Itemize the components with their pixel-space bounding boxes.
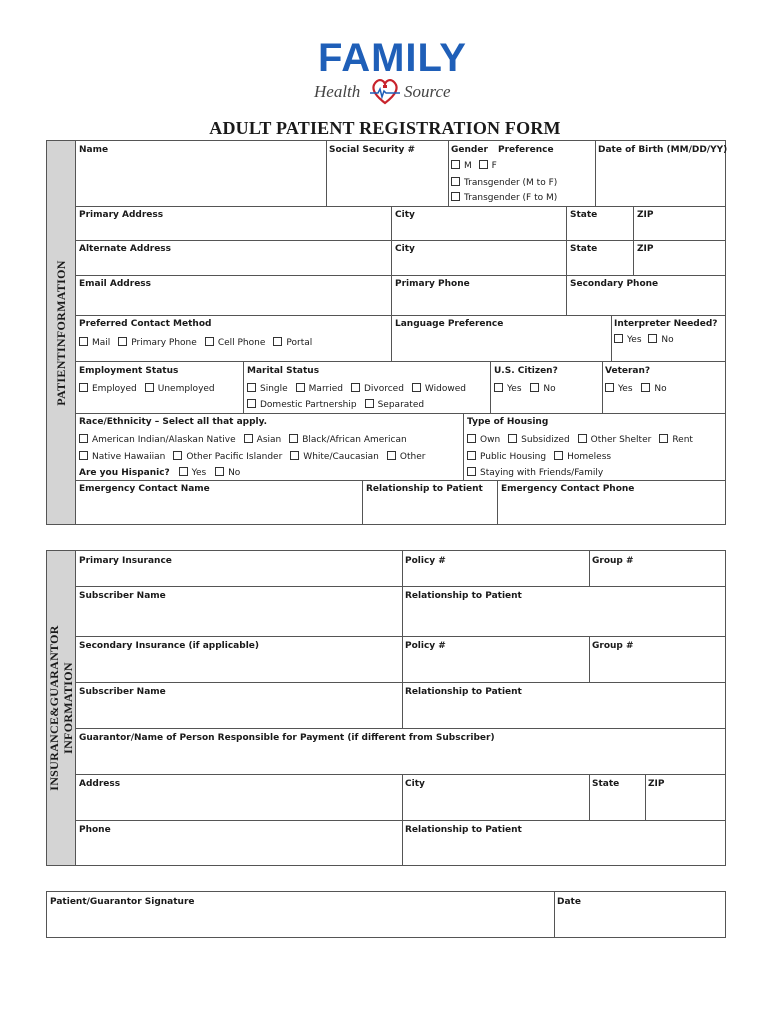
interpreter-no-checkbox[interactable]	[648, 334, 657, 343]
contact-primary-phone-checkbox[interactable]	[118, 337, 127, 346]
trans-mf-checkbox[interactable]	[451, 177, 460, 186]
primary-phone-label: Primary Phone	[395, 279, 470, 289]
guarantor-address-field[interactable]	[76, 774, 403, 821]
asian-checkbox[interactable]	[244, 434, 253, 443]
language-field[interactable]	[391, 315, 612, 362]
primary-insurance-label: Primary Insurance	[79, 556, 172, 566]
race-other-checkbox[interactable]	[387, 451, 396, 460]
marital-field	[243, 361, 491, 414]
alternate-address-field[interactable]	[76, 240, 392, 276]
gender-f-checkbox[interactable]	[479, 160, 488, 169]
marital-options-row2	[247, 399, 432, 410]
subscriber-relationship-field[interactable]	[402, 586, 726, 637]
black-african-american-checkbox[interactable]	[289, 434, 298, 443]
zip-label: ZIP	[637, 210, 654, 220]
policy2-label: Policy #	[405, 641, 446, 651]
form-title: ADULT PATIENT REGISTRATION FORM	[209, 118, 561, 138]
preference-label: Preference	[498, 145, 554, 155]
white-caucasian-label: White/Caucasian	[303, 452, 379, 462]
contact-mail-checkbox[interactable]	[79, 337, 88, 346]
trans-fm-checkbox[interactable]	[451, 192, 460, 201]
employment-field	[76, 361, 244, 414]
gender-label: Gender	[451, 145, 488, 155]
citizen-no-label: No	[543, 384, 556, 394]
housing-field	[463, 413, 726, 481]
race-options-row2	[79, 451, 433, 462]
single-checkbox[interactable]	[247, 383, 256, 392]
married-label: Married	[308, 384, 343, 394]
interpreter-yes-label: Yes	[627, 335, 642, 345]
employment-options	[79, 383, 223, 394]
contact-mail-label: Mail	[92, 338, 111, 348]
city-label: City	[395, 210, 415, 220]
logo-family-text: FAMILY	[318, 36, 467, 80]
group-label: Group #	[592, 556, 634, 566]
marital-label: Marital Status	[247, 366, 320, 376]
signature-field[interactable]	[47, 892, 555, 937]
american-indian-checkbox[interactable]	[79, 434, 88, 443]
domestic-partnership-checkbox[interactable]	[247, 399, 256, 408]
ssn-field[interactable]	[326, 141, 449, 207]
patient-section-side-label	[46, 140, 76, 525]
public-housing-label: Public Housing	[480, 452, 547, 462]
heart-icon	[370, 76, 400, 106]
housing-options-row2	[467, 451, 619, 462]
race-options-row1	[79, 434, 415, 445]
staying-with-friends-label: Staying with Friends/Family	[480, 468, 604, 478]
gender-field	[448, 141, 596, 207]
asian-label: Asian	[256, 435, 282, 445]
rent-checkbox[interactable]	[659, 434, 668, 443]
hispanic-options	[79, 467, 240, 478]
guarantor-phone-field[interactable]	[76, 820, 403, 865]
state2-label: State	[570, 244, 598, 254]
divorced-checkbox[interactable]	[351, 383, 360, 392]
emergency-phone-field[interactable]	[497, 480, 726, 525]
dob-field[interactable]	[595, 141, 726, 207]
widowed-label: Widowed	[424, 384, 466, 394]
contact-portal-checkbox[interactable]	[273, 337, 282, 346]
guarantor-city-field[interactable]	[402, 774, 590, 821]
relationship-label: Relationship to Patient	[366, 484, 483, 494]
domestic-partnership-label: Domestic Partnership	[260, 400, 357, 410]
guarantor-zip-label: ZIP	[648, 779, 665, 789]
signature-grid	[46, 891, 726, 938]
policy-label: Policy #	[405, 556, 446, 566]
native-hawaiian-label: Native Hawaiian	[92, 452, 166, 462]
race-ethnicity-field	[76, 413, 464, 481]
contact-method-label: Preferred Contact Method	[79, 319, 212, 329]
divorced-label: Divorced	[363, 384, 404, 394]
logo-health-text: Health	[314, 82, 361, 101]
rent-label: Rent	[672, 435, 693, 445]
veteran-yes-label: Yes	[618, 384, 633, 394]
employment-label: Employment Status	[79, 366, 179, 376]
guarantor-field[interactable]	[76, 728, 726, 775]
guarantor-address-label: Address	[79, 779, 121, 789]
unemployed-label: Unemployed	[157, 384, 215, 394]
contact-primary-phone-label: Primary Phone	[131, 338, 197, 348]
hispanic-yes-checkbox[interactable]	[179, 467, 188, 476]
primary-address-label: Primary Address	[79, 210, 164, 220]
interpreter-label: Interpreter Needed?	[614, 319, 718, 329]
hispanic-no-checkbox[interactable]	[215, 467, 224, 476]
separated-label: Separated	[377, 400, 425, 410]
group-field[interactable]	[589, 551, 726, 587]
single-label: Single	[260, 384, 288, 394]
dob-label: Date of Birth (MM/DD/YY)	[598, 145, 728, 155]
hispanic-yes-label: Yes	[191, 468, 207, 478]
guarantor-state-label: State	[592, 779, 620, 789]
subscriber2-relationship-field[interactable]	[402, 682, 726, 729]
subscriber2-label: Subscriber Name	[79, 687, 166, 697]
secondary-phone-field[interactable]	[566, 275, 726, 316]
subscriber-label: Subscriber Name	[79, 591, 166, 601]
policy-field[interactable]	[402, 551, 590, 587]
contact-cell-phone-checkbox[interactable]	[205, 337, 214, 346]
guarantor-relationship-label: Relationship to Patient	[405, 825, 522, 835]
contact-options	[79, 337, 320, 348]
unemployed-checkbox[interactable]	[145, 383, 154, 392]
own-checkbox[interactable]	[467, 434, 476, 443]
subsidized-label: Subsidized	[521, 435, 570, 445]
hispanic-label: Are you Hispanic?	[79, 468, 170, 478]
subsidized-checkbox[interactable]	[508, 434, 517, 443]
employed-label: Employed	[92, 384, 137, 394]
veteran-no-checkbox[interactable]	[641, 383, 650, 392]
housing-options-row3	[467, 467, 603, 478]
zip-field[interactable]	[633, 206, 726, 241]
gender-f-label: F	[491, 161, 497, 171]
primary-phone-field[interactable]	[391, 275, 567, 316]
patient-info-grid	[75, 140, 726, 525]
guarantor-zip-field[interactable]	[645, 774, 726, 821]
citizen-yes-label: Yes	[507, 384, 522, 394]
gender-options	[451, 160, 497, 171]
homeless-label: Homeless	[567, 452, 612, 462]
own-label: Own	[480, 435, 501, 445]
trans-mf-option	[451, 177, 557, 188]
zip2-field[interactable]	[633, 240, 726, 276]
state-label: State	[570, 210, 598, 220]
language-label: Language Preference	[395, 319, 504, 329]
public-housing-checkbox[interactable]	[467, 451, 476, 460]
interpreter-yes-checkbox[interactable]	[614, 334, 623, 343]
group2-label: Group #	[592, 641, 634, 651]
primary-insurance-field[interactable]	[76, 551, 403, 587]
employed-checkbox[interactable]	[79, 383, 88, 392]
race-label: Race/Ethnicity – Select all that apply.	[79, 417, 268, 427]
black-african-american-label: Black/African American	[302, 435, 407, 445]
signature-date-label: Date	[557, 897, 581, 907]
american-indian-label: American Indian/Alaskan Native	[92, 435, 236, 445]
insurance-label-line2: INFORMATION	[61, 662, 75, 754]
citizen-no-checkbox[interactable]	[530, 383, 539, 392]
name-field[interactable]	[76, 141, 327, 207]
veteran-yes-checkbox[interactable]	[605, 383, 614, 392]
zip2-label: ZIP	[637, 244, 654, 254]
veteran-field	[602, 361, 726, 414]
name-label: Name	[79, 145, 109, 155]
interpreter-options	[614, 334, 674, 345]
staying-with-friends-checkbox[interactable]	[467, 467, 476, 476]
guarantor-label: Guarantor/Name of Person Responsible for Payment (if different from Subscriber)	[79, 733, 495, 743]
citizen-options	[494, 383, 556, 394]
emergency-name-label: Emergency Contact Name	[79, 484, 210, 494]
married-checkbox[interactable]	[296, 383, 305, 392]
veteran-options	[605, 383, 667, 394]
guarantor-state-field[interactable]	[589, 774, 646, 821]
group2-field[interactable]	[589, 636, 726, 683]
insurance-label-line1: INSURANCE&GUARANTOR	[47, 625, 61, 791]
interpreter-no-label: No	[661, 335, 674, 345]
other-shelter-checkbox[interactable]	[578, 434, 587, 443]
state2-field[interactable]	[566, 240, 634, 276]
secondary-phone-label: Secondary Phone	[570, 279, 659, 289]
subscriber-field[interactable]	[76, 586, 403, 637]
insurance-section-side-label	[46, 550, 76, 866]
patient-section-label: PATIENTINFORMATION	[54, 259, 68, 406]
subscriber2-field[interactable]	[76, 682, 403, 729]
state-field[interactable]	[566, 206, 634, 241]
policy2-field[interactable]	[402, 636, 590, 683]
email-field[interactable]	[76, 275, 392, 316]
secondary-insurance-field[interactable]	[76, 636, 403, 683]
trans-fm-label: Transgender (F to M)	[464, 193, 558, 203]
contact-method-field	[76, 315, 392, 362]
trans-fm-option	[451, 192, 557, 203]
marital-options-row1	[247, 383, 474, 394]
other-shelter-label: Other Shelter	[590, 435, 652, 445]
emergency-phone-label: Emergency Contact Phone	[501, 484, 635, 494]
veteran-label: Veteran?	[605, 366, 651, 376]
gender-m-label: M	[464, 161, 472, 171]
insurance-section-label	[47, 625, 75, 791]
interpreter-field	[611, 315, 726, 362]
other-pacific-islander-label: Other Pacific Islander	[186, 452, 283, 462]
emergency-name-field[interactable]	[76, 480, 363, 525]
email-label: Email Address	[79, 279, 152, 289]
race-other-label: Other	[399, 452, 426, 462]
gender-m-checkbox[interactable]	[451, 160, 460, 169]
relationship-field[interactable]	[362, 480, 498, 525]
homeless-checkbox[interactable]	[554, 451, 563, 460]
citizen-label: U.S. Citizen?	[494, 366, 558, 376]
ssn-label: Social Security #	[329, 145, 416, 155]
city2-field[interactable]	[391, 240, 567, 276]
insurance-grid	[75, 550, 726, 866]
widowed-checkbox[interactable]	[412, 383, 421, 392]
primary-address-field[interactable]	[76, 206, 392, 241]
trans-mf-label: Transgender (M to F)	[464, 178, 558, 188]
signature-label: Patient/Guarantor Signature	[50, 897, 195, 907]
veteran-no-label: No	[654, 384, 667, 394]
subscriber-relationship-label: Relationship to Patient	[405, 591, 522, 601]
alternate-address-label: Alternate Address	[79, 244, 172, 254]
family-health-source-logo	[300, 38, 470, 110]
housing-options-row1	[467, 434, 701, 445]
logo-source-text: Source	[404, 82, 451, 101]
subscriber2-relationship-label: Relationship to Patient	[405, 687, 522, 697]
secondary-insurance-label: Secondary Insurance (if applicable)	[79, 641, 260, 651]
guarantor-phone-label: Phone	[79, 825, 111, 835]
contact-portal-label: Portal	[286, 338, 313, 348]
hispanic-no-label: No	[228, 468, 241, 478]
signature-date-field[interactable]	[554, 892, 725, 937]
guarantor-city-label: City	[405, 779, 425, 789]
citizen-yes-checkbox[interactable]	[494, 383, 503, 392]
housing-label: Type of Housing	[467, 417, 549, 427]
other-pacific-islander-checkbox[interactable]	[173, 451, 182, 460]
contact-cell-phone-label: Cell Phone	[217, 338, 266, 348]
white-caucasian-checkbox[interactable]	[290, 451, 299, 460]
guarantor-relationship-field[interactable]	[402, 820, 726, 865]
native-hawaiian-checkbox[interactable]	[79, 451, 88, 460]
citizen-field	[490, 361, 603, 414]
city-field[interactable]	[391, 206, 567, 241]
separated-checkbox[interactable]	[365, 399, 374, 408]
city2-label: City	[395, 244, 415, 254]
